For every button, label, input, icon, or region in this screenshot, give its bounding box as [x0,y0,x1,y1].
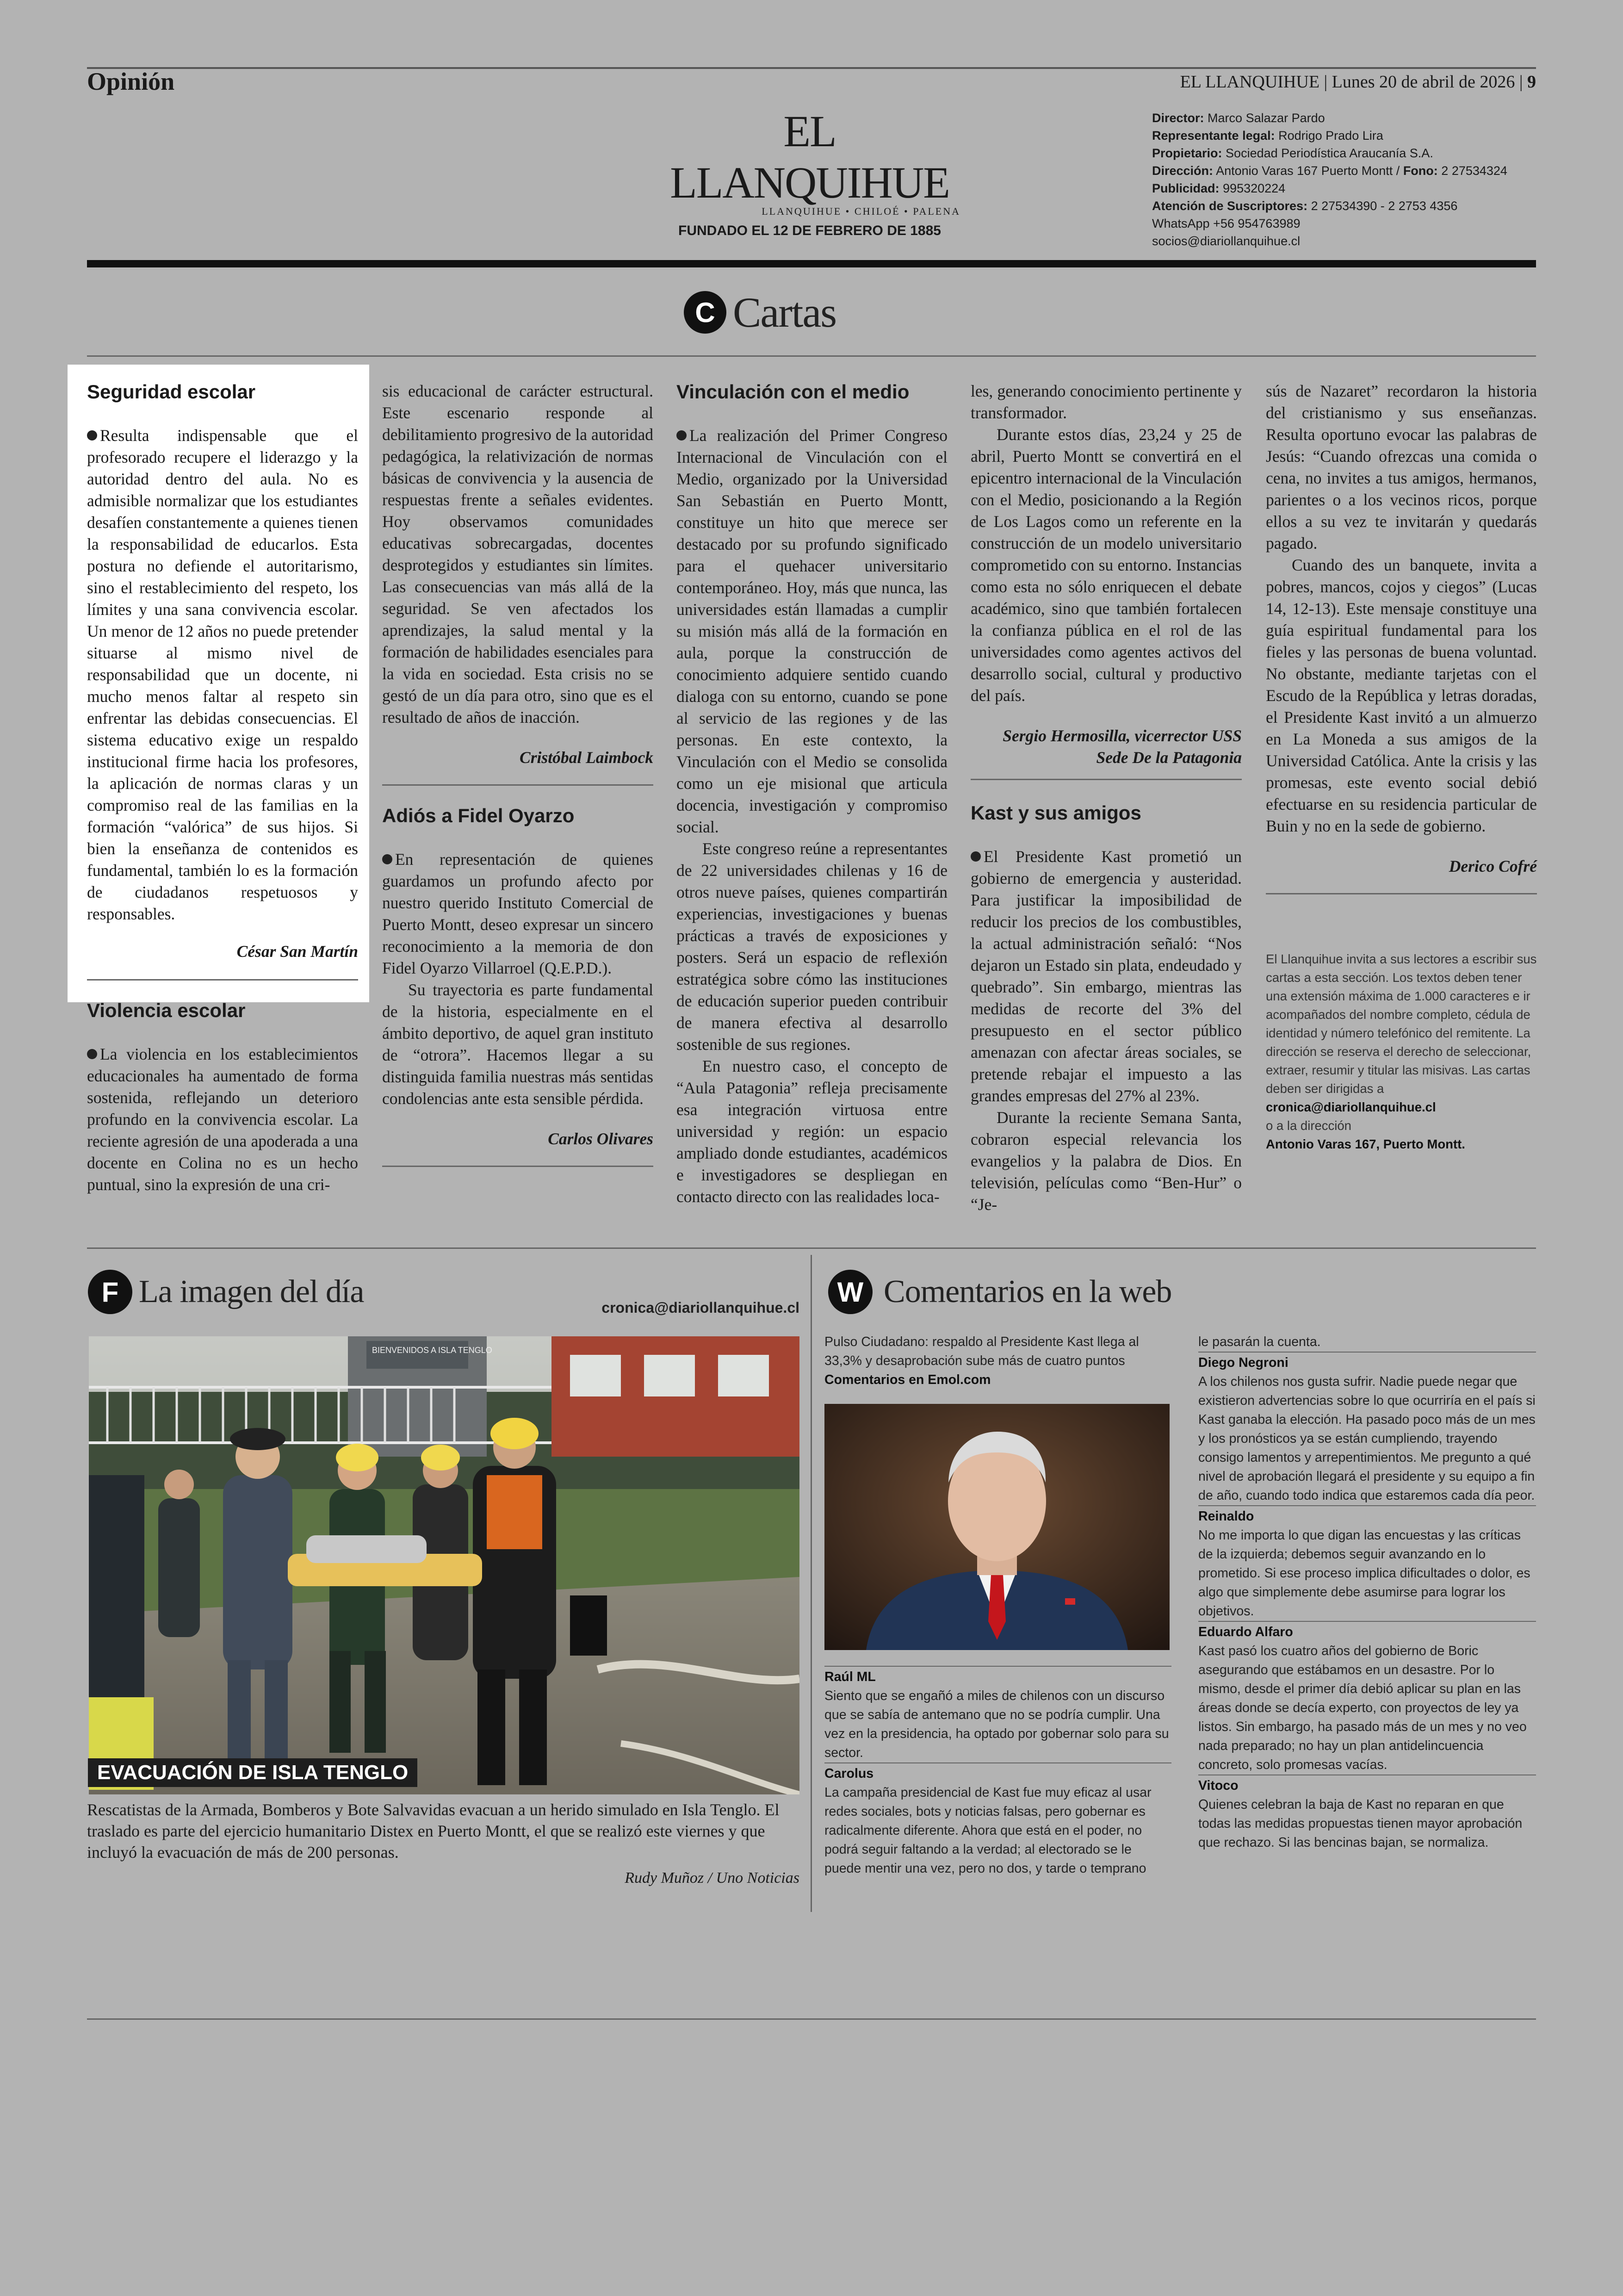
letter-signature: César San Martín [236,942,358,961]
letter-body: Durante la reciente Semana Santa, cobraron especial relevancia los evangelios y la palabra de Dios. En televisión, películas como “Ben-Hur” o “Je- [971,1108,1242,1214]
photo-of-the-day [89,1336,799,1794]
letter-body: les, generando conocimiento pertinente y transformador. [971,382,1242,422]
masthead [657,105,962,239]
comment-author: Vitoco [1198,1778,1239,1793]
web-source[interactable]: Comentarios en Emol.com [824,1372,991,1387]
letter-body: Resulta indispensable que el profesorado recupere el liderazgo y la autoridad dentro del aula. No es admisible normalizar que los estudiantes desafíen constantemente a quienes tienen la responsabilidad de educarlos. Esta postura no defiende el autoritarismo, sino el restablecimiento del respeto, los límites y una sana convivencia escolar. Un menor de 12 años no puede pretender situarse al mismo nivel de responsabilidad que un docente, ni mucho menos faltar al respeto sin enfrentar las debidas consecuencias. El sistema educativo exige un respaldo institucional firme hacia los profesores, la aplicación de normas claras y un compromiso real de las familias en la formación “valórica” de sus hijos. Si bien la enseñanza de contenidos es fundamental, también lo es la formación de ciudadanos respetuosos y responsables. [87,426,358,923]
comment-text: Siento que se engañó a miles de chilenos con un discurso que se sabía de antemano que no se podría cumplir. Una vez en la presidencia, ha optado por gobernar solo para su sector. [824,1688,1169,1760]
web-left-column [824,1333,1171,1390]
web-comments-right [1198,1333,1536,1852]
comment-text: Quienes celebran la baja de Kast no reparan en que todas las medidas propuestas tienen mayor aprobación que rechazo. Si las bencinas bajan, se normaliza. [1198,1797,1523,1850]
letter-body: La violencia en los establecimientos educacionales ha aumentado de forma sostenida, reflejando un deterioro profundo en la convivencia escolar. La reciente agresión de una apoderada a una docente en Colina no es un hecho puntual, sino la expresión de una cri- [87,1045,358,1194]
bullet-icon [971,851,981,862]
staff-line: Propietario: Sociedad Periodística Araucanía S.A. [1152,146,1433,160]
letter-body: sis educacional de carácter estructural. Este escenario responde al debilitamiento progresivo de la autoridad pedagógica, la relativización de normas básicas de convivencia y la ausencia de respuestas frente a señales evidentes. Hoy observamos comunidades educativas sobrecargadas, docentes desprotegidos y estudiantes sin límites. Las consecuencias van más allá de la seguridad. Se ven afectados los aprendizajes, la salud mental y la formación de habilidades esenciales para la vida en sociedad. Esta crisis no se gestó de un día para otro, sino que es el resultado de años de inacción. [382,382,653,726]
letter-signature: Sergio Hermosilla, vicerrector USS Sede De la Patagonia [1003,726,1242,767]
comment-continuation: le pasarán la cuenta. [1198,1334,1321,1349]
comment-text: La campaña presidencial de Kast fue muy eficaz al usar redes sociales, bots y noticias falsas, pero gobernar es radicalmente diferente. Ahora que está en el poder, no podrá seguir faltando a la verdad; al electorado se le puede mentir una vez, pero no dos, y tarde o temprano [824,1785,1152,1876]
page-bottom-rule [87,2018,1536,2020]
cartas-bottom-rule [87,1247,1536,1249]
letter-title: Violencia escolar [87,999,246,1021]
letters-column-1 [87,380,358,1196]
letter-divider [382,1166,653,1167]
letter-signature: Derico Cofré [1449,857,1537,875]
staff-line: Representante legal: Rodrigo Prado Lira [1152,129,1383,143]
letter-body: Cuando des un banquete, invita a pobres, mancos, cojos y ciegos” (Lucas 14, 12-13). Este mensaje constituye una guía espiritual fundamental para los fieles y las personas de buena voluntad. No obstante, mediante tarjetas con el Escudo de la República y letras doradas, el Presidente Kast invitó a un almuerzo en La Moneda a sus amigos de la Universidad Católica. Ante la crisis y las promesas, este evento social debió efectuarse en su residencia particular de Buin y no en la sede de gobierno. [1266,556,1537,835]
cartas-rule [87,355,1536,357]
submission-address: Antonio Varas 167, Puerto Montt. [1266,1137,1465,1151]
portrait-photo [824,1404,1170,1650]
web-title [828,1270,1171,1314]
letter-divider [1266,893,1537,894]
cartas-heading: Cartas [733,289,836,336]
web-badge-icon: W [828,1270,873,1314]
letter-divider [382,784,653,786]
bullet-icon [87,430,97,441]
letters-column-4 [971,380,1242,1216]
comment [1198,1505,1536,1621]
folio-paper: EL LLANQUIHUE [1180,72,1320,92]
comment-author: Raúl ML [824,1669,876,1684]
photo-caption: Rescatistas de la Armada, Bomberos y Bote Salvavidas evacuan a un herido simulado en Isla Tenglo. El traslado es parte del ejercicio humanitario Distex en Puerto Montt, el que se realizó este viernes y que incluyó la evacuación de más de 200 personas. [87,1800,780,1862]
comment-text: No me importa lo que digan las encuestas y las críticas de la izquierda; debemos seguir avanzando en lo prometido. Si ese proceso implica dificultades o dolor, es algo que simplemente debe asumirse para lograr los objetivos. [1198,1528,1530,1619]
comment [1198,1352,1536,1505]
comment-author: Diego Negroni [1198,1355,1288,1370]
letter-title: Vinculación con el medio [676,381,910,403]
header-thick-rule [87,260,1536,267]
sign-text: BIENVENIDOS A ISLA TENGLO [372,1346,492,1355]
masthead-title: EL LLANQUIHUE [670,106,949,207]
imagen-badge-icon: F [88,1270,132,1314]
submission-note: El Llanquihue invita a sus lectores a escribir sus cartas a esta sección. Los textos deben tener una extensión máxima de 1.000 caracteres e ir acompañados del nombre completo, cédula de identidad y número telefónico del remitente. La dirección se reserva el derecho de seleccionar, extraer, resumir y titular las misivas. Las cartas deben ser dirigidas a cronica@diariollanquihue.cl o a la dirección Antonio Varas 167, Puerto Montt. [1266,952,1537,1151]
letters-column-5 [1266,380,1537,1154]
comment [1198,1775,1536,1852]
web-comments-left [824,1666,1171,1878]
letter-title: Adiós a Fidel Oyarzo [382,805,575,826]
comment [1198,1621,1536,1775]
letter-body: sús de Nazaret” recordaron la historia del cristianismo y sus enseñanzas. Resulta oportuno evocar las palabras de Jesús: “Cuando ofrezcas una comida o cena, no invites a tus amigos, hermanos, parientes o a los vecinos ricos, porque ellos a su vez te invitarán y quedarás pagado. [1266,382,1537,552]
kast-portrait [824,1404,1170,1650]
comment-author: Eduardo Alfaro [1198,1625,1293,1639]
photo-caption-label: EVACUACIÓN DE ISLA TENGLO [88,1758,417,1787]
bullet-icon [676,430,687,441]
letters-column-3 [676,380,948,1208]
comment-author: Carolus [824,1766,874,1781]
imagen-title [88,1270,364,1314]
vertical-divider [811,1255,812,1912]
comment-text: A los chilenos nos gusta sufrir. Nadie puede negar que existieron advertencias sobre lo que ocurriría en el país si Kast ganaba la elección. Ha pasado poco más de un mes y los pronósticos ya se están cumpliendo, trayendo consigo lamentos y arrepentimientos. Me pregunto a qué nivel de aprobación llegará el presidente y su equipo a fin de año, cuando todo indica que estaremos cada día peor. [1198,1374,1536,1503]
comment-author: Reinaldo [1198,1509,1254,1524]
rescue-photo [89,1336,799,1794]
staff-line: Dirección: Antonio Varas 167 Puerto Montt / Fono: 2 27534324 [1152,164,1507,178]
comment [824,1666,1171,1762]
bullet-icon [382,854,392,864]
letter-divider [87,979,358,980]
bullet-icon [87,1049,97,1059]
web-heading: Comentarios en la web [884,1274,1172,1309]
cartas-title [684,288,836,337]
comment [824,1762,1171,1878]
page-folio [1180,72,1536,92]
letter-body: Este congreso reúne a representantes de 22 universidades chilenas y 16 de otros nueve países, quienes compartirán experiencias, investigaciones y buenas prácticas a través de exposiciones y posters. Será un espacio de reflexión estratégica sobre cómo las instituciones de educación superior pueden contribuir de manera efectiva al desarrollo sostenible de sus regiones. [676,839,948,1054]
letter-body: En representación de quienes guardamos un profundo afecto por nuestro querido Instituto Comercial de Puerto Montt, deseo expresar un sincero reconocimiento a la memoria de don Fidel Oyarzo Villarroel (Q.E.P.D.). [382,850,653,977]
letter-title: Seguridad escolar [87,381,256,403]
folio-date: | Lunes 20 de abril de 2026 | [1324,72,1523,92]
staff-line: Director: Marco Salazar Pardo [1152,111,1325,125]
photo-credit: Rudy Muñoz / Uno Noticias [625,1869,799,1886]
letter-body: Su trayectoria es parte fundamental de la historia, especialmente en el ámbito deportivo, de aquel gran instituto de “otrora”. Hacemos llegar a su distinguida familia nuestras más sentidas condolencias ante esta sensible pérdida. [382,980,653,1108]
staff-line: WhatsApp +56 954763989 [1152,217,1301,230]
letter-body: Durante estos días, 23,24 y 25 de abril, Puerto Montt se convertirá en el epicentro internacional de la Vinculación con el Medio, posicionando a la Región de Los Lagos como un referente en la construcción de un modelo universitario comprometido con su entorno. Instancias como esta no sólo enriquecen el debate académico, sino que también fortalecen la confianza pública en el rol de las universidades como agentes activos del desarrollo social, cultural y productivo del país. [971,425,1242,705]
staff-line: socios@diariollanquihue.cl [1152,234,1301,248]
letter-divider [971,779,1242,780]
section-label: Opinión [87,68,175,95]
letter-body: En nuestro caso, el concepto de “Aula Patagonia” refleja precisamente esa integración virtuosa entre universidad y región: un espacio ampliado donde estudiantes, académicos e investigadores se despliegan en contacto directo con las realidades loca- [676,1057,948,1206]
letters-column-2 [382,380,653,1167]
web-headline: Pulso Ciudadano: respaldo al Presidente Kast llega al 33,3% y desaprobación sube más de cuatro puntos [824,1334,1139,1368]
staff-line: Publicidad: 995320224 [1152,181,1286,195]
comment-text: Kast pasó los cuatro años del gobierno de Boric asegurando que estábamos en un desastre. Por lo mismo, desde el primer día debió aplicar su plan en las áreas donde se decía experto, con proyectos de ley ya listos. Sin embargo, ha pasado más de un mes y no veo nada preparado; no hay un plan antidelincuencia concreto, solo promesas vacías. [1198,1644,1527,1772]
imagen-heading: La imagen del día [139,1274,364,1309]
masthead-founded: FUNDADO EL 12 DE FEBRERO DE 1885 [678,223,941,238]
masthead-subtitle: LLANQUIHUE • CHILOÉ • PALENA [762,205,960,217]
letter-body: El Presidente Kast prometió un gobierno de emergencia y austeridad. Para justificar la imposibilidad de reducir los precios de los combustibles, la actual administración señaló: “Nos dejaron un Estado sin plata, endeudado y quebrado”. Sin embargo, mientras las medidas de recorte del 3% del presupuesto en el sector público amenazan con afectar áreas sociales, se pretende rebajar el impuesto a las grandes empresas del 27% al 23%. [971,847,1242,1105]
staff-box [1152,109,1541,250]
letter-signature: Cristóbal Laimbock [520,748,653,767]
page-number: 9 [1527,72,1536,92]
top-rule [87,67,1536,69]
cartas-badge-icon: C [684,291,726,334]
submission-email[interactable]: cronica@diariollanquihue.cl [1266,1100,1436,1114]
letter-signature: Carlos Olivares [548,1129,653,1148]
letter-title: Kast y sus amigos [971,802,1141,824]
staff-line: Atención de Suscriptores: 2 27534390 - 2 2753 4356 [1152,199,1458,213]
imagen-email[interactable]: cronica@diariollanquihue.cl [601,1299,799,1316]
letter-body: La realización del Primer Congreso Internacional de Vinculación con el Medio, organizado por la Universidad San Sebastián en Puerto Montt, constituye un hito que merece ser destacado por su profundo significado para el quehacer universitario contemporáneo. Hoy, más que nunca, las universidades están llamadas a cumplir su misión más allá de la formación en aula, porque la construcción de conocimiento adquiere sentido cuando dialoga con su entorno, cuando se pone al servicio de las regiones y de las personas. En este contexto, la Vinculación con el Medio se consolida como un eje misional que articula docencia, investigación y compromiso social. [676,426,948,836]
